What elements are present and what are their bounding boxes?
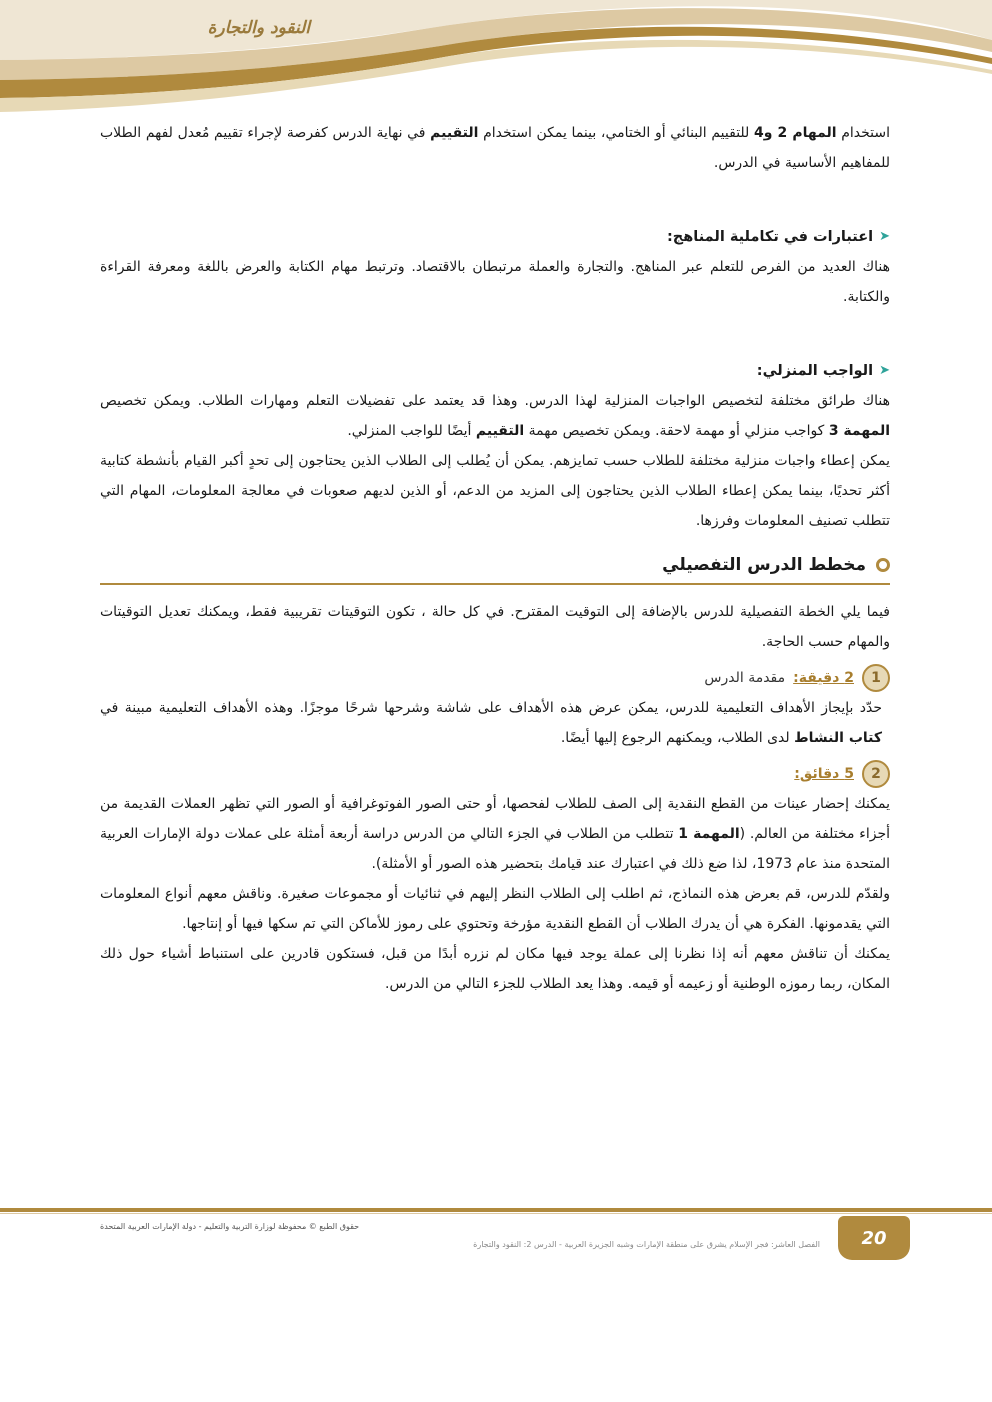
chevron-right-icon: ➤: [879, 363, 890, 378]
step-2-paragraph-2: ولقدّم للدرس، قم بعرض هذه النماذج، ثم اطلب إلى الطلاب النظر إليهم في ثنائيات أو مجموعات صغيرة. وناقش معهم أنواع المعلومات التي يقدمونها. الفكرة هي أن يدرك الطلاب أن القطع النقدية مؤرخة وتحتوي على رموز للأماكن التي تم سكها فيها أو إنتاجها.: [100, 886, 890, 932]
homework-paragraph-1: هناك طرائق مختلفة لتخصيص الواجبات المنزلية لهذا الدرس. وهذا قد يعتمد على تفضيلات التعلم ومهارات الطلاب. ويمكن تخصيص المهمة 3 كواجب منزلي أو مهمة لاحقة. ويمكن تخصيص مهمة التقييم أيضًا للواجب المنزلي.: [100, 393, 890, 439]
plan-intro: فيما يلي الخطة التفصيلية للدرس بالإضافة إلى التوقيت المقترح. في كل حالة ، تكون التوقيتات تقريبية فقط، ويمكنك تعديل التوقيتات والمهام حسب الحاجة.: [100, 604, 890, 650]
footer-book-info: الفصل العاشر: فجر الإسلام يشرق على منطقة الإمارات وشبه الجزيرة العربية - الدرس 2: النقود والتجارة: [473, 1240, 820, 1249]
step-2-paragraph-3: يمكنك أن تناقش معهم أنه إذا نظرنا إلى عملة يوجد فيها مكان لم نزره أبدًا من قبل، فستكون قادرين على استنباط أشياء حول ذلك المكان، ربما رموزه الوطنية أو زعيمه أو قيمه. وهذا يعد الطلاب للجزء التالي من الدرس.: [100, 946, 890, 992]
homework-paragraph-2: يمكن إعطاء واجبات منزلية مختلفة للطلاب حسب تمايزهم. يمكن أن يُطلب إلى الطلاب الذين يحتاجون إلى تحدٍ أكبر القيام بأنشطة كتابية أكثر تحديًا، بينما يمكن إعطاء الطلاب الذين يحتاجون إلى المزيد من الدعم، أو الذين لديهم صعوبات في معالجة المعلومات، المهام التي تتطلب تصنيف المعلومات وفرزها.: [100, 453, 890, 529]
step-2-header: [100, 759, 890, 789]
header-title: النقود والتجارة: [207, 18, 310, 38]
chevron-right-icon: ➤: [879, 229, 890, 244]
section-bullet-icon: [876, 558, 890, 572]
curriculum-body: هناك العديد من الفرص للتعلم عبر المناهج. والتجارة والعملة مرتبطان بالاقتصاد. وترتبط مهام الكتابة والعرض باللغة ومعرفة القراءة والكتابة.: [100, 259, 890, 305]
curriculum-heading: ➤ اعتبارات في تكاملية المناهج:: [100, 224, 890, 250]
homework-heading: ➤ الواجب المنزلي:: [100, 358, 890, 384]
footer-copyright: حقوق الطبع © محفوظة لوزارة التربية والتعليم - دولة الإمارات العربية المتحدة: [100, 1222, 360, 1231]
header-decoration: [0, 0, 992, 115]
plan-heading: مخطط الدرس التفصيلي: [100, 550, 890, 580]
step-title: مقدمة الدرس: [704, 670, 786, 686]
section-divider: [100, 583, 890, 585]
step-number-badge: 2: [862, 760, 890, 788]
step-number-badge: 1: [862, 664, 890, 692]
step-duration: 5 دقائق:: [794, 766, 854, 782]
page-content: [100, 118, 890, 999]
step-1-body: حدّد بإيجاز الأهداف التعليمية للدرس، يمكن عرض هذه الأهداف على شاشة وشرحها شرحًا موجزًا. وهذه الأهداف التعليمية مبينة في كتاب النشاط لدى الطلاب، ويمكنهم الرجوع إليها أيضًا.: [100, 700, 882, 746]
intro-paragraph: استخدام المهام 2 و4 للتقييم البنائي أو الختامي، بينما يمكن استخدام التقييم في نهاية الدرس كفرصة لإجراء تقييم مُعدل لفهم الطلاب للمفاهيم الأساسية في الدرس.: [100, 125, 891, 171]
page-number: 20: [838, 1216, 910, 1260]
step-1-header: [100, 663, 890, 693]
step-2-paragraph-1: يمكنك إحضار عينات من القطع النقدية إلى الصف للطلاب لفحصها، أو حتى الصور الفوتوغرافية أو الصور التي تظهر العملات القديمة من أجزاء مختلفة من العالم. (المهمة 1 تتطلب من الطلاب في الجزء التالي من الدرس دراسة أربعة أمثلة على عملات دولة الإمارات العربية المتحدة منذ عام 1973، لذا ضع ذلك في اعتبارك عند قيامك بتحضير هذه الصور أو الأمثلة).: [100, 796, 890, 872]
footer-divider: [0, 1204, 992, 1216]
step-duration: 2 دقيقة:: [793, 670, 854, 686]
